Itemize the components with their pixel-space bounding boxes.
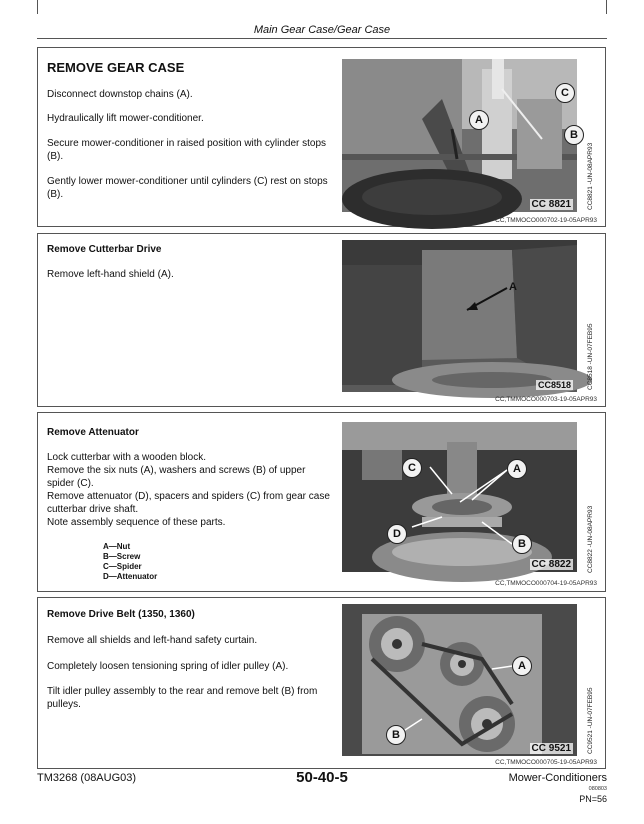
- footer-page-number: 50-40-5: [296, 769, 348, 786]
- section-title: Remove Drive Belt (1350, 1360): [47, 609, 195, 620]
- figure-id-label: CC 8822: [531, 559, 571, 570]
- paragraph: Hydraulically lift mower-conditioner.: [47, 113, 204, 124]
- paragraph: Note assembly sequence of these parts.: [47, 517, 226, 528]
- callout-a: A: [507, 459, 527, 479]
- photo-figure: [342, 422, 577, 572]
- paragraph: Remove left-hand shield (A).: [47, 269, 174, 280]
- photo-figure: [342, 604, 577, 756]
- figure-caption: CC,TMMOCO000704-19-05APR93: [495, 580, 597, 587]
- photo-illustration: [342, 422, 577, 572]
- figure-id-label: CC 9521: [531, 743, 571, 754]
- figure-side-code: CC9521 -UN-07FEB95: [587, 687, 594, 754]
- paragraph: Gently lower mower-conditioner until cylinders (C) rest on stops (B).: [47, 176, 328, 200]
- callout-b: B: [512, 534, 532, 554]
- header-rule: [37, 38, 607, 39]
- callout-b: B: [386, 725, 406, 745]
- paragraph: Disconnect downstop chains (A).: [47, 89, 193, 100]
- photo-figure: [342, 240, 577, 392]
- footer-manual-id: TM3268 (08AUG03): [37, 772, 137, 784]
- section-title: Remove Cutterbar Drive: [47, 244, 162, 255]
- photo-figure: [342, 59, 577, 212]
- left-margin-line: [37, 0, 38, 14]
- section-remove-gear-case: [37, 47, 606, 227]
- figure-caption: CC,TMMOCO000703-19-05APR93: [495, 396, 597, 403]
- paragraph: Tilt idler pulley assembly to the rear and remove belt (B) from pulleys.: [47, 686, 318, 710]
- legend-item: C—Spider: [103, 562, 142, 571]
- paragraph: Remove the six nuts (A), washers and screws (B) of upper spider (C).: [47, 465, 306, 489]
- figure-id-label: CC8518: [537, 380, 571, 390]
- section-remove-cutterbar-drive: [37, 233, 606, 407]
- paragraph: Completely loosen tensioning spring of idler pulley (A).: [47, 661, 289, 672]
- callout-a: A: [512, 656, 532, 676]
- footer-product-name: Mower-Conditioners: [508, 772, 607, 784]
- figure-side-code: CC8821 -UN-08APR93: [587, 142, 594, 210]
- section-title: REMOVE GEAR CASE: [47, 60, 185, 75]
- callout-b: B: [564, 125, 584, 145]
- right-margin-line: [606, 0, 607, 14]
- figure-caption: CC,TMMOCO000702-19-05APR93: [495, 217, 597, 224]
- photo-illustration: [342, 59, 577, 212]
- section-remove-attenuator: [37, 412, 606, 592]
- callout-d: D: [387, 524, 407, 544]
- legend-item: D—Attenuator: [103, 572, 158, 581]
- figure-caption: CC,TMMOCO000705-19-05APR93: [495, 759, 597, 766]
- callout-a: A: [469, 110, 489, 130]
- figure-side-code: CC8518 -UN-07FEB95: [587, 323, 594, 390]
- paragraph: Secure mower-conditioner in raised position with cylinder stops (B).: [47, 138, 327, 162]
- footer-date-code: 080803: [588, 786, 607, 792]
- footer-pn: PN=56: [579, 794, 607, 804]
- legend-item: A—Nut: [103, 542, 131, 551]
- figure-id-label: CC 8821: [531, 199, 571, 210]
- section-title: Remove Attenuator: [47, 427, 139, 438]
- paragraph: Lock cutterbar with a wooden block.: [47, 452, 206, 463]
- section-remove-drive-belt: [37, 597, 606, 769]
- legend-item: B—Screw: [103, 552, 141, 561]
- page-header-title: Main Gear Case/Gear Case: [253, 24, 391, 36]
- callout-c: C: [555, 83, 575, 103]
- photo-illustration: [342, 604, 577, 756]
- callout-a: A: [509, 281, 517, 293]
- photo-illustration: [342, 240, 577, 392]
- callout-c: C: [402, 458, 422, 478]
- figure-side-code: CC8822 -UN-08APR93: [587, 505, 594, 573]
- paragraph: Remove attenuator (D), spacers and spiders (C) from gear case cutterbar drive shaft.: [47, 491, 330, 515]
- paragraph: Remove all shields and left-hand safety curtain.: [47, 635, 258, 646]
